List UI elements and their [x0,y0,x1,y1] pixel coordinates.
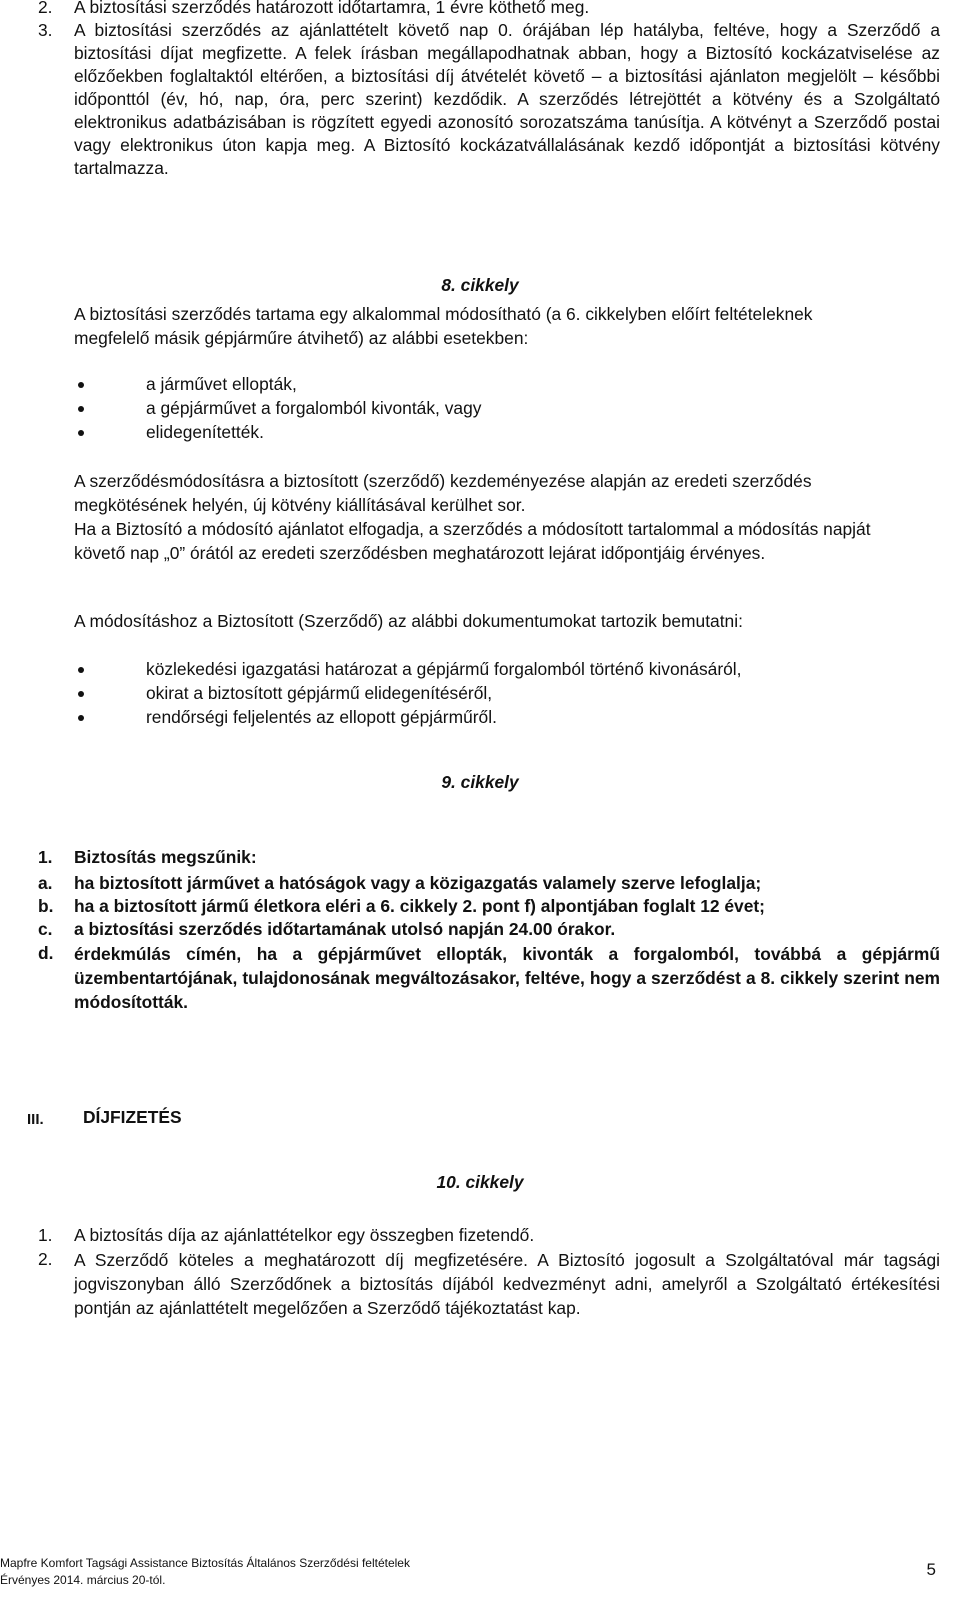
article-9-title: Biztosítás megszűnik: [74,847,257,867]
list-letter: b. [38,896,54,916]
list-letter: c. [38,919,53,939]
article-10-item-2: A Szerződő köteles a meghatározott díj megfizetésére. A Biztosító jogosult a Szolgáltatóval már tagsági jogviszonyban álló Szerződőnek a biztosítás díjából kedvezményt adni, amelyről a Szolgáltató értékesítési pontján az ajánlattételt megelőzően a Szerződő tájékoztatást kap. [74,1250,940,1318]
case-item: a gépjárművet a forgalomból kivonták, vagy [146,398,482,418]
article-9-heading: 9. cikkely [441,772,519,792]
case-item: elidegenítették. [146,422,264,442]
article-8-paragraph-2: Ha a Biztosító a módosító ajánlatot elfogadja, a szerződés a módosított tartalommal a módosítás napját követő nap „0” órától az eredeti szerződésben meghatározott lejárat időpontjáig érvényes. [74,519,871,563]
section-title: DÍJFIZETÉS [83,1107,182,1127]
bullet-icon [78,382,84,388]
bullet-icon [78,430,84,436]
bullet-icon [78,715,84,721]
article-8-heading: 8. cikkely [441,275,519,295]
bullet-icon [78,406,84,412]
article-8-intro: A biztosítási szerződés tartama egy alkalommal módosítható (a 6. cikkelyben előírt feltételeknek megfelelő másik gépjárműre átvihető) az alábbi esetekben: [74,304,813,348]
bullet-icon [78,667,84,673]
doc-item: közlekedési igazgatási határozat a gépjármű forgalomból történő kivonásáról, [146,659,742,679]
article-9-item-number: 1. [38,847,53,867]
list-item: ha biztosított járművet a hatóságok vagy a közigazgatás valamely szerve lefoglalja; [74,873,762,893]
list-item: ha a biztosított jármű életkora eléri a 6. cikkely 2. pont f) alpontjában foglalt 12 évet; [74,896,765,916]
item-2-text: A biztosítási szerződés határozott időtartamra, 1 évre köthető meg. [74,0,590,17]
doc-item: rendőrségi feljelentés az ellopott gépjárműről. [146,707,497,727]
page-number: 5 [926,1560,936,1579]
item-3-number: 3. [38,20,53,40]
footer-validity: Érvényes 2014. március 20-tól. [0,1573,166,1587]
footer-title: Mapfre Komfort Tagsági Assistance Biztosítás Általános Szerződési feltételek [0,1556,410,1570]
item-number: 1. [38,1225,53,1245]
bullet-icon [78,691,84,697]
article-10-heading: 10. cikkely [436,1172,524,1192]
section-number: III. [27,1111,44,1128]
item-2-number: 2. [38,0,53,17]
list-letter: d. [38,943,54,963]
doc-item: okirat a biztosított gépjármű elidegenítéséről, [146,683,493,703]
article-8-paragraph-1: A szerződésmódosításra a biztosított (szerződő) kezdeményezése alapján az eredeti szerződés megkötésének helyén, új kötvény kiállításával kerülhet sor. [74,471,812,515]
docs-intro: A módosításhoz a Biztosított (Szerződő) az alábbi dokumentumokat tartozik bemutatni: [74,611,743,631]
item-number: 2. [38,1249,53,1269]
item-3-text: A biztosítási szerződés az ajánlattételt követő nap 0. órájában lép hatályba, feltéve, hogy a Szerződő a biztosítási díjat megfizette. A felek írásban megállapodhatnak abban, hogy a Biztosító kockázatviselése az előzőekben foglaltaktól eltérően, a biztosítási díj átvételét követő – a biztosítási ajánlaton megjelölt – későbbi időponttól (év, hó, nap, óra, perc szerint) kezdődik. A szerződés létrejöttét a kötvény és a Szolgáltató elektronikus adatbázisában is rögzített egyedi azonosító sorozatszáma tanúsítja. A kötvényt a Szerződő postai vagy elektronikus úton kapja meg. A Biztosító kockázatvállalásának kezdő időpontját a biztosítási kötvény tartalmazza. [74,20,940,178]
list-item: a biztosítási szerződés időtartamának utolsó napján 24.00 órakor. [74,919,616,939]
list-item: érdekmúlás címén, ha a gépjárművet ellopták, kivonták a forgalomból, továbbá a gépjármű üzembentartójának, tulajdonosának megváltozásakor, feltéve, hogy a szerződést a 8. cikkely szerint nem módosították. [74,944,940,1012]
article-10-item-1: A biztosítás díja az ajánlattételkor egy összegben fizetendő. [74,1225,535,1245]
list-letter: a. [38,873,53,893]
case-item: a járművet ellopták, [146,374,297,394]
